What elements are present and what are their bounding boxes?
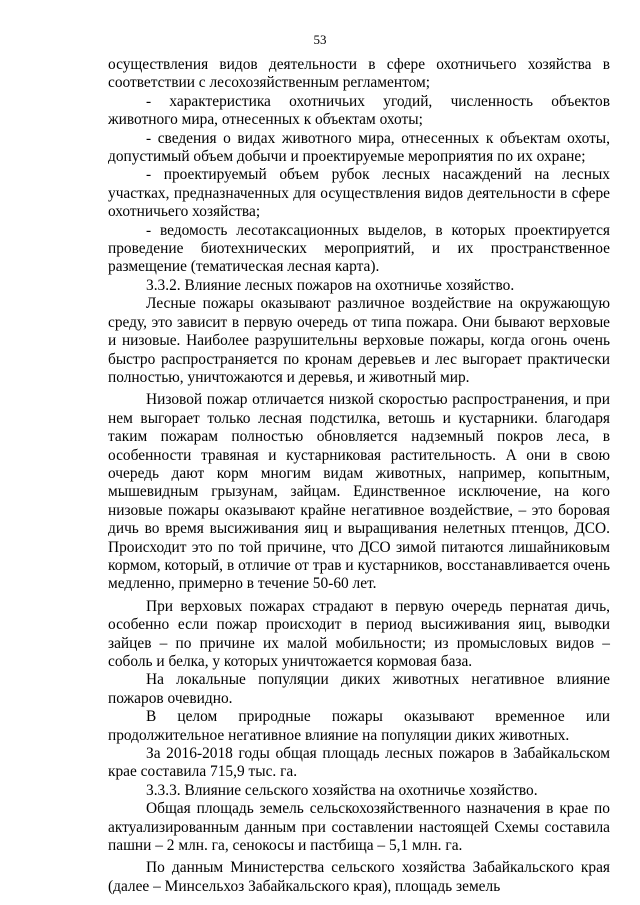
paragraph-local-populations: На локальные популяции диких животных негативное влияние пожаров очевидно.: [108, 671, 610, 707]
paragraph-ministry-data: По данным Министерства сельского хозяйства Забайкальского края (далее – Минсельхоз Забайкальского края), площадь земель: [108, 859, 610, 895]
document-body: [108, 56, 610, 896]
paragraph-natural-fires-summary: В целом природные пожары оказывают временное или продолжительное негативное влияние на популяции диких животных.: [108, 708, 610, 744]
page-number: 53: [313, 32, 327, 47]
paragraph-agricultural-land: Общая площадь земель сельскохозяйственного назначения в крае по актуализированным данным при составлении настоящей Схемы составила пашни – 2 млн. га, сенокосы и пастбища – 5,1 млн. га.: [108, 800, 610, 855]
list-item-species-info: - сведения о видах животного мира, отнесенных к объектам охоты, допустимый объем добычи и проектируемые мероприятия по их охране;: [108, 129, 610, 166]
paragraph-ground-fires: Низовой пожар отличается низкой скоростью распространения, и при нем выгорает только лесная подстилка, ветошь и кустарники. благодаря таким пожарам полностью обновляется надземный покров леса, в особенности травяная и кустарниковая растительность. А они в свою очередь дают корм многим видам животных, например, копытным, мышевидным грызунам, зайцам. Единственное исключение, на кого низовые пожары оказывают крайне негативное воздействие, – это боровая дичь во время высиживания яиц и выращивания нелетных птенцов, ДСО. Происходит это по той причине, что ДСО зимой питаются лишайниковым кормом, который, в отличие от трав и кустарников, восстанавливается очень медленно, примерно в течение 50-60 лет.: [108, 391, 610, 593]
list-item-forest-inventory: - ведомость лесотаксационных выделов, в которых проектируется проведение биотехнических мероприятий, и их пространственное размещение (тематическая лесная карта).: [108, 221, 610, 276]
paragraph-fire-area-statistics: За 2016-2018 годы общая площадь лесных пожаров в Забайкальском крае составила 715,9 тыс. га.: [108, 745, 610, 781]
list-item-hunting-grounds: - характеристика охотничьих угодий, численность объектов животного мира, отнесенных к объектам охоты;: [108, 92, 610, 129]
paragraph-regulation-continuation: осуществления видов деятельности в сфере охотничьего хозяйства в соответствии с лесохозяйственным регламентом;: [108, 56, 610, 92]
paragraph-crown-fires: При верховых пожарах страдают в первую очередь пернатая дичь, особенно если пожар происходит в период высиживания яиц, выводки зайцев – по причине их малой мобильности; из промысловых видов – соболь и белка, у которых уничтожается кормовая база.: [108, 597, 610, 670]
paragraph-forest-fires-intro: Лесные пожары оказывают различное воздействие на окружающую среду, это зависит в первую очередь от типа пожара. Они бывают верховые и низовые. Наиболее разрушительны верховые пожары, когда огонь очень быстро распространяется по кронам деревьев и лес выгорает практически полностью, уничтожаются и деревья, и животный мир.: [108, 295, 610, 386]
section-heading-3-3-3: 3.3.3. Влияние сельского хозяйства на охотничье хозяйство.: [146, 781, 538, 799]
section-heading-3-3-2: 3.3.2. Влияние лесных пожаров на охотничье хозяйство.: [146, 276, 515, 294]
list-item-logging-volume: - проектируемый объем рубок лесных насаждений на лесных участках, предназначенных для осуществления видов деятельности в сфере охотничьего хозяйства;: [108, 166, 610, 221]
